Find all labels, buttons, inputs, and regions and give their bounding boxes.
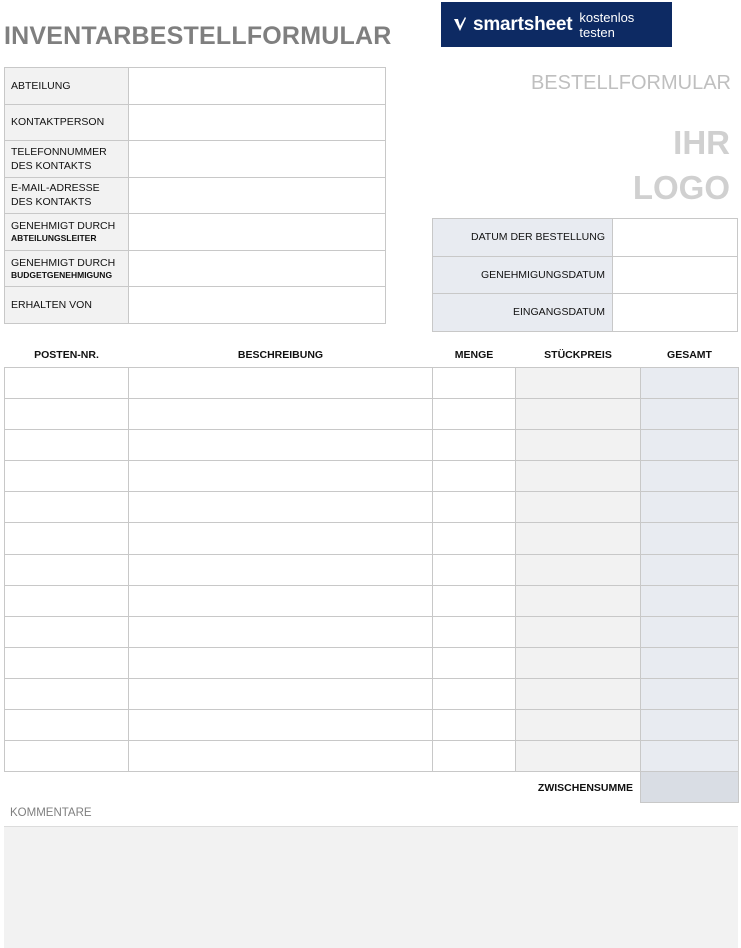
description-cell[interactable]	[129, 554, 433, 585]
unit-price-cell[interactable]	[516, 430, 641, 461]
page-title: INVENTARBESTELLFORMULAR	[4, 22, 392, 50]
unit-price-cell[interactable]	[516, 399, 641, 430]
logo-line-1: IHR	[673, 124, 730, 161]
description-cell[interactable]	[129, 741, 433, 772]
brand-name: smartsheet	[473, 13, 573, 35]
trial-cta: kostenlos testen	[579, 9, 635, 40]
info-value-field[interactable]	[129, 177, 386, 214]
info-label	[5, 68, 129, 105]
column-header-description: BESCHREIBUNG	[237, 349, 324, 361]
comments-field[interactable]	[4, 826, 738, 948]
info-label-text: GENEHMIGT DURCH	[11, 220, 116, 233]
total-cell[interactable]	[641, 647, 739, 678]
info-value-field[interactable]	[129, 104, 386, 141]
unit-price-cell[interactable]	[516, 461, 641, 492]
description-cell[interactable]	[129, 492, 433, 523]
form-type-label: BESTELLFORMULAR	[530, 72, 731, 94]
info-value-field[interactable]	[129, 68, 386, 105]
comments-label: KOMMENTARE	[10, 807, 92, 819]
item-number-cell[interactable]	[5, 368, 129, 399]
date-row	[433, 294, 738, 332]
info-label	[5, 104, 129, 141]
table-row	[5, 368, 739, 399]
unit-price-cell[interactable]	[516, 554, 641, 585]
table-row	[5, 678, 739, 709]
quantity-cell[interactable]	[433, 741, 516, 772]
info-value-field[interactable]	[129, 250, 386, 287]
description-cell[interactable]	[129, 430, 433, 461]
quantity-cell[interactable]	[433, 678, 516, 709]
description-cell[interactable]	[129, 368, 433, 399]
info-label	[5, 287, 129, 324]
quantity-cell[interactable]	[433, 399, 516, 430]
check-icon	[452, 16, 468, 34]
item-number-cell[interactable]	[5, 430, 129, 461]
description-cell[interactable]	[129, 710, 433, 741]
quantity-cell[interactable]	[433, 647, 516, 678]
info-row	[5, 68, 386, 105]
info-value-field[interactable]	[129, 287, 386, 324]
info-label-text: KONTAKTPERSON	[11, 116, 105, 129]
unit-price-cell[interactable]	[516, 368, 641, 399]
items-table	[4, 343, 739, 803]
unit-price-cell[interactable]	[516, 678, 641, 709]
table-row	[5, 585, 739, 616]
info-row	[5, 250, 386, 287]
description-cell[interactable]	[129, 461, 433, 492]
info-label-text: GENEHMIGT DURCH	[11, 256, 116, 269]
info-label	[5, 177, 129, 214]
total-cell[interactable]	[641, 399, 739, 430]
info-label-text: ERHALTEN VON	[11, 298, 92, 311]
contact-info-table	[4, 67, 386, 324]
quantity-cell[interactable]	[433, 616, 516, 647]
info-label	[5, 214, 129, 251]
quantity-cell[interactable]	[433, 710, 516, 741]
logo-line-2: LOGO	[632, 169, 730, 206]
table-row	[5, 430, 739, 461]
total-cell[interactable]	[641, 554, 739, 585]
total-cell[interactable]	[641, 710, 739, 741]
description-cell[interactable]	[129, 523, 433, 554]
info-label-text: E-MAIL-ADRESSE DES KONTAKTS	[11, 182, 100, 209]
total-cell[interactable]	[641, 678, 739, 709]
item-number-cell[interactable]	[5, 554, 129, 585]
column-header-item-number: POSTEN-NR.	[34, 349, 99, 361]
quantity-cell[interactable]	[433, 430, 516, 461]
item-number-cell[interactable]	[5, 523, 129, 554]
table-row	[5, 710, 739, 741]
column-header-unit-price: STÜCKPREIS	[544, 349, 612, 361]
dates-table	[432, 218, 738, 332]
info-value-field[interactable]	[129, 214, 386, 251]
description-cell[interactable]	[129, 647, 433, 678]
quantity-cell[interactable]	[433, 368, 516, 399]
date-row	[433, 256, 738, 294]
unit-price-cell[interactable]	[516, 585, 641, 616]
info-label-text: TELEFONNUMMER DES KONTAKTS	[11, 145, 107, 172]
unit-price-cell[interactable]	[516, 710, 641, 741]
info-label	[5, 250, 129, 287]
item-number-cell[interactable]	[5, 647, 129, 678]
info-row	[5, 104, 386, 141]
table-row	[5, 647, 739, 678]
smartsheet-trial-banner[interactable]	[441, 2, 672, 47]
total-cell[interactable]	[641, 492, 739, 523]
item-number-cell[interactable]	[5, 492, 129, 523]
logo-placeholder	[633, 120, 730, 210]
unit-price-cell[interactable]	[516, 492, 641, 523]
info-value-field[interactable]	[129, 141, 386, 178]
quantity-cell[interactable]	[433, 554, 516, 585]
table-row	[5, 492, 739, 523]
subtotal-row	[5, 772, 739, 803]
info-label-sub: ABTEILUNGSLEITER	[11, 233, 97, 244]
table-row	[5, 523, 739, 554]
date-value-field[interactable]	[613, 219, 738, 257]
date-label: DATUM DER BESTELLUNG	[433, 219, 613, 257]
total-cell[interactable]	[641, 741, 739, 772]
unit-price-cell[interactable]	[516, 741, 641, 772]
item-number-cell[interactable]	[5, 741, 129, 772]
column-header-quantity: MENGE	[454, 349, 494, 361]
quantity-cell[interactable]	[433, 461, 516, 492]
column-header-total: GESAMT	[667, 349, 712, 361]
table-row	[5, 399, 739, 430]
date-value-field[interactable]	[613, 294, 738, 332]
item-number-cell[interactable]	[5, 710, 129, 741]
total-cell[interactable]	[641, 616, 739, 647]
info-label	[5, 141, 129, 178]
subtotal-label: ZWISCHENSUMME	[537, 781, 633, 794]
quantity-cell[interactable]	[433, 523, 516, 554]
info-label-text: ABTEILUNG	[11, 79, 71, 92]
item-number-cell[interactable]	[5, 585, 129, 616]
unit-price-cell[interactable]	[516, 523, 641, 554]
item-number-cell[interactable]	[5, 399, 129, 430]
info-row	[5, 287, 386, 324]
table-row	[5, 741, 739, 772]
total-cell[interactable]	[641, 430, 739, 461]
description-cell[interactable]	[129, 616, 433, 647]
total-cell[interactable]	[641, 461, 739, 492]
description-cell[interactable]	[129, 399, 433, 430]
subtotal-value-field[interactable]	[641, 772, 739, 803]
date-label: EINGANGSDATUM	[433, 294, 613, 332]
unit-price-cell[interactable]	[516, 616, 641, 647]
date-value-field[interactable]	[613, 256, 738, 294]
table-row	[5, 616, 739, 647]
quantity-cell[interactable]	[433, 585, 516, 616]
item-number-cell[interactable]	[5, 461, 129, 492]
info-label-sub: BUDGETGENEHMIGUNG	[11, 269, 113, 280]
total-cell[interactable]	[641, 368, 739, 399]
table-row	[5, 461, 739, 492]
total-cell[interactable]	[641, 523, 739, 554]
table-row	[5, 554, 739, 585]
item-number-cell[interactable]	[5, 616, 129, 647]
item-number-cell[interactable]	[5, 678, 129, 709]
total-cell[interactable]	[641, 585, 739, 616]
info-row	[5, 177, 386, 214]
unit-price-cell[interactable]	[516, 647, 641, 678]
info-row	[5, 214, 386, 251]
info-row	[5, 141, 386, 178]
description-cell[interactable]	[129, 678, 433, 709]
date-label: GENEHMIGUNGSDATUM	[433, 256, 613, 294]
quantity-cell[interactable]	[433, 492, 516, 523]
date-row	[433, 219, 738, 257]
description-cell[interactable]	[129, 585, 433, 616]
